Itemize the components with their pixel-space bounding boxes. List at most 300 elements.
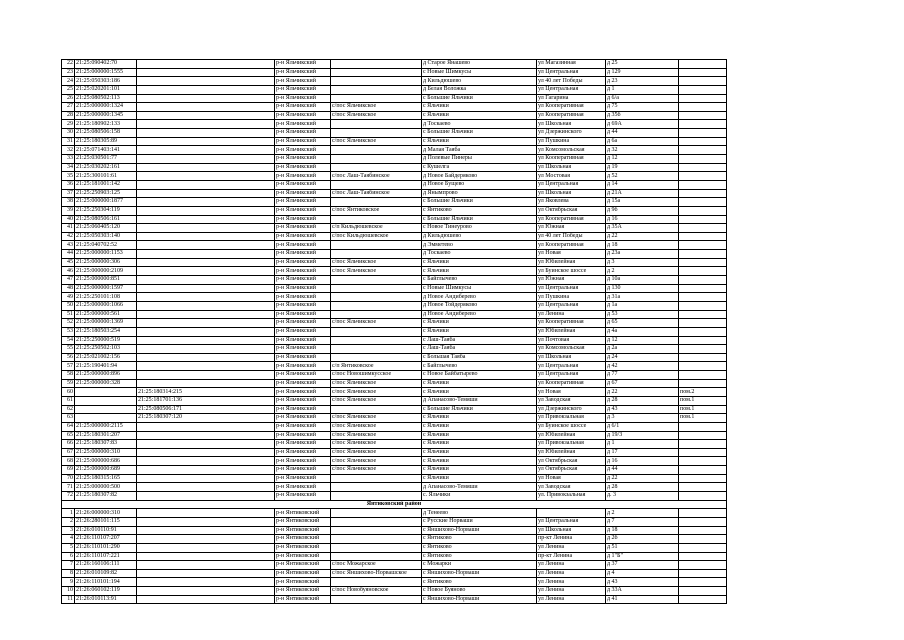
locality-cell: с Яльчики <box>422 327 537 336</box>
row-number-cell: 26 <box>62 94 75 103</box>
settlement-cell <box>331 293 422 302</box>
row-number-cell: 48 <box>62 284 75 293</box>
cadastral-number-cell: 21:25:020201:101 <box>75 85 137 94</box>
table-row <box>62 276 727 285</box>
street-cell: ул Дзержинского <box>537 405 606 414</box>
district-cell: р-н Яльчикский <box>275 180 331 189</box>
settlement-cell <box>331 578 422 587</box>
house-cell: д 22 <box>606 232 679 241</box>
house-cell: д 28 <box>606 483 679 492</box>
district-cell: р-н Янтиковский <box>275 517 331 526</box>
house-cell: д 129 <box>606 68 679 77</box>
row-number-cell: 30 <box>62 129 75 138</box>
district-cell: р-н Яльчикский <box>275 319 331 328</box>
district-cell: р-н Яльчикский <box>275 284 331 293</box>
locality-cell: д Белая Воложка <box>422 85 537 94</box>
table-row <box>62 483 727 492</box>
locality-cell: с Яльчики <box>422 111 537 120</box>
cadastral-number-cell: 21:25:180305:89 <box>75 137 137 146</box>
street-cell: ул Центральная <box>537 180 606 189</box>
district-cell: р-н Яльчикский <box>275 232 331 241</box>
house-cell: д 23а <box>606 250 679 259</box>
premise-cell <box>679 440 727 449</box>
table-row <box>62 466 727 475</box>
premise-cell <box>679 258 727 267</box>
premise-cell: пом.1 <box>679 414 727 423</box>
street-cell: ул Привокзальная <box>537 440 606 449</box>
settlement-cell <box>331 94 422 103</box>
premise-cadastral-number-cell <box>137 587 275 596</box>
table-row <box>62 250 727 259</box>
cadastral-number-cell: 21:26:110101:290 <box>75 543 137 552</box>
section-title: Янтиковский район <box>62 500 727 509</box>
locality-cell: с Яльчики <box>422 466 537 475</box>
table-row <box>62 492 727 501</box>
premise-cell <box>679 111 727 120</box>
district-cell: р-н Яльчикский <box>275 379 331 388</box>
table-row <box>62 60 727 69</box>
street-cell: ул Кооперативная <box>537 155 606 164</box>
street-cell: ул Комсомольская <box>537 146 606 155</box>
settlement-cell <box>331 474 422 483</box>
cadastral-number-cell: 21:25:180315:165 <box>75 474 137 483</box>
cadastral-number-cell: 21:25:030501:77 <box>75 155 137 164</box>
locality-cell: д Апанасово-Темяши <box>422 483 537 492</box>
cadastral-number-cell: 21:25:000000:1597 <box>75 284 137 293</box>
settlement-cell <box>331 345 422 354</box>
settlement-cell <box>331 336 422 345</box>
house-cell: д 4а <box>606 327 679 336</box>
premise-cell <box>679 569 727 578</box>
table-row <box>62 561 727 570</box>
table-row <box>62 474 727 483</box>
locality-cell: с Новые Шимкусы <box>422 68 537 77</box>
premise-cadastral-number-cell <box>137 345 275 354</box>
street-cell: ул Центральная <box>537 85 606 94</box>
premise-cadastral-number-cell <box>137 172 275 181</box>
house-cell: д 21А <box>606 189 679 198</box>
settlement-cell: с/пос Лаш-Таябинское <box>331 189 422 198</box>
street-cell: ул Центральная <box>537 517 606 526</box>
cadastral-number-cell <box>75 405 137 414</box>
row-number-cell: 29 <box>62 120 75 129</box>
table-row <box>62 371 727 380</box>
premise-cell <box>679 163 727 172</box>
street-cell: ул Центральная <box>537 362 606 371</box>
premise-cell <box>679 129 727 138</box>
premise-cadastral-number-cell <box>137 526 275 535</box>
cadastral-number-cell: 21:25:050303:140 <box>75 232 137 241</box>
district-cell: р-н Яльчикский <box>275 68 331 77</box>
house-cell: д 28 <box>606 396 679 405</box>
locality-cell: с Большие Яльчики <box>422 198 537 207</box>
table-row <box>62 422 727 431</box>
district-cell: р-н Яльчикский <box>275 198 331 207</box>
cadastral-number-cell: 21:25:040702:52 <box>75 241 137 250</box>
settlement-cell: с/пос Яльчикское <box>331 111 422 120</box>
district-cell: р-н Яльчикский <box>275 310 331 319</box>
premise-cell <box>679 466 727 475</box>
premise-cadastral-number-cell <box>137 336 275 345</box>
house-cell: д 44 <box>606 129 679 138</box>
row-number-cell: 58 <box>62 371 75 380</box>
table-row <box>62 327 727 336</box>
house-cell: д 16 <box>606 215 679 224</box>
row-number-cell: 28 <box>62 111 75 120</box>
premise-cell <box>679 595 727 604</box>
premise-cadastral-number-cell <box>137 578 275 587</box>
street-cell: ул Кооперативная <box>537 241 606 250</box>
premise-cadastral-number-cell <box>137 431 275 440</box>
street-cell: ул Почтовая <box>537 336 606 345</box>
premise-cadastral-number-cell <box>137 146 275 155</box>
house-cell: д 42 <box>606 362 679 371</box>
house-cell: д 24 <box>606 353 679 362</box>
locality-cell: д Тоскаево <box>422 120 537 129</box>
cadastral-number-cell: 21:25:080506:161 <box>75 215 137 224</box>
house-cell: д 33А <box>606 587 679 596</box>
house-cell: д 43 <box>606 405 679 414</box>
cadastral-number-cell: 21:25:000000:1555 <box>75 68 137 77</box>
premise-cadastral-number-cell <box>137 241 275 250</box>
row-number-cell: 6 <box>62 552 75 561</box>
cadastral-number-cell: 21:25:250101:108 <box>75 293 137 302</box>
house-cell: д 1а <box>606 301 679 310</box>
district-cell: р-н Яльчикский <box>275 241 331 250</box>
cadastral-number-cell: 21:25:000000:1877 <box>75 198 137 207</box>
row-number-cell: 36 <box>62 180 75 189</box>
settlement-cell <box>331 180 422 189</box>
cadastral-number-cell: 21:25:000000:851 <box>75 276 137 285</box>
row-number-cell: 60 <box>62 388 75 397</box>
settlement-cell <box>331 129 422 138</box>
district-cell: р-н Яльчикский <box>275 206 331 215</box>
settlement-cell <box>331 120 422 129</box>
settlement-cell: с/пос Можарское <box>331 561 422 570</box>
premise-cadastral-number-cell <box>137 466 275 475</box>
cadastral-number-cell: 21:25:000000:1066 <box>75 301 137 310</box>
premise-cadastral-number-cell <box>137 327 275 336</box>
table-row <box>62 535 727 544</box>
locality-cell: с Яльчики <box>422 267 537 276</box>
house-cell: д 77 <box>606 371 679 380</box>
district-cell: р-н Яльчикский <box>275 224 331 233</box>
table-row <box>62 129 727 138</box>
row-number-cell: 55 <box>62 345 75 354</box>
premise-cadastral-number-cell <box>137 85 275 94</box>
district-cell: р-н Яльчикский <box>275 327 331 336</box>
premise-cell <box>679 189 727 198</box>
house-cell: д 65 <box>606 319 679 328</box>
house-cell: д 19 <box>606 163 679 172</box>
street-cell: ул Ленина <box>537 587 606 596</box>
premise-cadastral-number-cell <box>137 422 275 431</box>
settlement-cell <box>331 284 422 293</box>
premise-cell <box>679 137 727 146</box>
row-number-cell: 35 <box>62 172 75 181</box>
street-cell: ул Центральная <box>537 301 606 310</box>
premise-cell <box>679 224 727 233</box>
locality-cell: д Тенеево <box>422 509 537 518</box>
row-number-cell: 3 <box>62 526 75 535</box>
row-number-cell: 61 <box>62 396 75 405</box>
street-cell: ул Заводская <box>537 483 606 492</box>
locality-cell: д Эмметево <box>422 241 537 250</box>
street-cell: ул 40 лет Победы <box>537 232 606 241</box>
settlement-cell <box>331 535 422 544</box>
table-row <box>62 137 727 146</box>
district-cell: р-н Янтиковский <box>275 595 331 604</box>
street-cell: ул Южная <box>537 276 606 285</box>
house-cell: д 14 <box>606 180 679 189</box>
locality-cell: с Янтиково <box>422 578 537 587</box>
row-number-cell: 27 <box>62 103 75 112</box>
cadastral-number-cell: 21:25:060405:120 <box>75 224 137 233</box>
house-cell: д 75 <box>606 103 679 112</box>
premise-cadastral-number-cell: 21:25:080506:171 <box>137 405 275 414</box>
premise-cell <box>679 336 727 345</box>
district-cell: р-н Яльчикский <box>275 258 331 267</box>
table-row <box>62 241 727 250</box>
house-cell: д 1"Б" <box>606 552 679 561</box>
locality-cell: с Можарки <box>422 561 537 570</box>
row-number-cell: 52 <box>62 319 75 328</box>
settlement-cell: с/пос Яльчикское <box>331 440 422 449</box>
district-cell: р-н Яльчикский <box>275 85 331 94</box>
row-number-cell: 4 <box>62 535 75 544</box>
street-cell: ул. Привокзальная <box>537 492 606 501</box>
premise-cadastral-number-cell <box>137 362 275 371</box>
premise-cadastral-number-cell <box>137 258 275 267</box>
street-cell: ул Ленина <box>537 543 606 552</box>
row-number-cell: 10 <box>62 587 75 596</box>
locality-cell: д Полевые Пинеры <box>422 155 537 164</box>
premise-cadastral-number-cell <box>137 77 275 86</box>
settlement-cell: с/пос Яльчикское <box>331 103 422 112</box>
table-row <box>62 198 727 207</box>
premise-cell: пом.1 <box>679 405 727 414</box>
locality-cell: с Янтиково <box>422 543 537 552</box>
premise-cell <box>679 198 727 207</box>
district-cell: р-н Янтиковский <box>275 552 331 561</box>
premise-cell: пом.2 <box>679 388 727 397</box>
table-row <box>62 180 727 189</box>
premise-cell <box>679 77 727 86</box>
premise-cadastral-number-cell <box>137 206 275 215</box>
premise-cadastral-number-cell <box>137 371 275 380</box>
settlement-cell: с/пос Лаш-Таябинское <box>331 172 422 181</box>
street-cell: ул Заводская <box>537 396 606 405</box>
premise-cadastral-number-cell <box>137 457 275 466</box>
district-cell: р-н Яльчикский <box>275 215 331 224</box>
table-row <box>62 284 727 293</box>
house-cell: д 23 <box>606 77 679 86</box>
street-cell: ул Октябрьская <box>537 206 606 215</box>
cadastral-number-cell: 21:25:000000:500 <box>75 483 137 492</box>
premise-cadastral-number-cell: 21:25:181701:136 <box>137 396 275 405</box>
table-row <box>62 509 727 518</box>
cadastral-number-cell: 21:25:250000:519 <box>75 336 137 345</box>
premise-cell <box>679 250 727 259</box>
locality-cell: с Янтиково <box>422 535 537 544</box>
street-cell: ул Новая <box>537 474 606 483</box>
row-number-cell: 69 <box>62 466 75 475</box>
settlement-cell: с/п Кильдюшевское <box>331 224 422 233</box>
cadastral-number-cell <box>75 396 137 405</box>
cadastral-number-cell: 21:25:000000:328 <box>75 379 137 388</box>
table-row <box>62 595 727 604</box>
cadastral-number-cell: 21:26:000000:310 <box>75 509 137 518</box>
district-cell: р-н Янтиковский <box>275 535 331 544</box>
table-row <box>62 345 727 354</box>
street-cell: ул Буинское шоссе <box>537 267 606 276</box>
cadastral-number-cell: 21:25:050303:186 <box>75 77 137 86</box>
table-row <box>62 353 727 362</box>
street-cell: ул Ленина <box>537 561 606 570</box>
premise-cell <box>679 301 727 310</box>
table-row <box>62 517 727 526</box>
street-cell: ул Магазинная <box>537 60 606 69</box>
premise-cadastral-number-cell <box>137 310 275 319</box>
premise-cell <box>679 206 727 215</box>
row-number-cell: 8 <box>62 569 75 578</box>
house-cell: д 67 <box>606 379 679 388</box>
settlement-cell <box>331 327 422 336</box>
cadastral-number-cell: 21:26:010110:91 <box>75 526 137 535</box>
premise-cell <box>679 120 727 129</box>
street-cell: ул Юбилейная <box>537 327 606 336</box>
district-cell: р-н Яльчикский <box>275 414 331 423</box>
premise-cell <box>679 267 727 276</box>
district-cell: р-н Яльчикский <box>275 250 331 259</box>
row-number-cell: 22 <box>62 60 75 69</box>
table-row <box>62 396 727 405</box>
premise-cell <box>679 310 727 319</box>
district-cell: р-н Яльчикский <box>275 111 331 120</box>
premise-cell <box>679 362 727 371</box>
table-row <box>62 552 727 561</box>
table-row <box>62 85 727 94</box>
cadastral-number-cell: 21:25:250903:125 <box>75 189 137 198</box>
house-cell: д 130 <box>606 284 679 293</box>
premise-cadastral-number-cell <box>137 111 275 120</box>
district-cell: р-н Яльчикский <box>275 388 331 397</box>
settlement-cell: с/пос Яльчикское <box>331 414 422 423</box>
premise-cell <box>679 180 727 189</box>
cadastral-number-cell: 21:26:110107:207 <box>75 535 137 544</box>
table-row <box>62 189 727 198</box>
row-number-cell: 72 <box>62 492 75 501</box>
locality-cell: с Яльчики <box>422 431 537 440</box>
locality-cell: с Янтиково <box>422 552 537 561</box>
row-number-cell: 65 <box>62 431 75 440</box>
locality-cell: д Новое Тойдеряково <box>422 301 537 310</box>
district-cell: р-н Яльчикский <box>275 146 331 155</box>
premise-cell <box>679 587 727 596</box>
settlement-cell <box>331 405 422 414</box>
premise-cell <box>679 85 727 94</box>
premise-cadastral-number-cell <box>137 543 275 552</box>
cadastral-number-cell: 21:25:090402:70 <box>75 60 137 69</box>
premise-cell <box>679 94 727 103</box>
street-cell: ул Кооперативная <box>537 103 606 112</box>
cadastral-number-cell: 21:25:000000:2109 <box>75 267 137 276</box>
table-row <box>62 163 727 172</box>
premise-cadastral-number-cell <box>137 250 275 259</box>
street-cell: ул Октябрьская <box>537 466 606 475</box>
settlement-cell <box>331 276 422 285</box>
district-cell: р-н Яльчикский <box>275 353 331 362</box>
premise-cadastral-number-cell <box>137 319 275 328</box>
house-cell: д 12 <box>606 336 679 345</box>
premise-cadastral-number-cell <box>137 267 275 276</box>
street-cell <box>537 509 606 518</box>
premise-cadastral-number-cell <box>137 60 275 69</box>
cadastral-number-cell: 21:25:190401:94 <box>75 362 137 371</box>
street-cell: ул Новая <box>537 250 606 259</box>
row-number-cell: 54 <box>62 336 75 345</box>
locality-cell: с Большие Яльчики <box>422 94 537 103</box>
premise-cadastral-number-cell <box>137 103 275 112</box>
cadastral-number-cell: 21:25:250502:103 <box>75 345 137 354</box>
street-cell: ул Яковлева <box>537 198 606 207</box>
street-cell: ул Юбилейная <box>537 431 606 440</box>
settlement-cell <box>331 543 422 552</box>
cadastral-number-cell: 21:25:000000:896 <box>75 371 137 380</box>
premise-cadastral-number-cell <box>137 509 275 518</box>
premise-cadastral-number-cell <box>137 180 275 189</box>
locality-cell: д Новое Андиберево <box>422 310 537 319</box>
premise-cadastral-number-cell <box>137 492 275 501</box>
row-number-cell: 44 <box>62 250 75 259</box>
locality-cell: с Яльчики <box>422 414 537 423</box>
locality-cell: с Яльчики <box>422 379 537 388</box>
district-cell: р-н Яльчикский <box>275 431 331 440</box>
settlement-cell <box>331 250 422 259</box>
settlement-cell: с/пос Новошимкусское <box>331 371 422 380</box>
row-number-cell: 68 <box>62 457 75 466</box>
house-cell: д 32 <box>606 146 679 155</box>
locality-cell: с Яншихово-Норваши <box>422 526 537 535</box>
district-cell: р-н Яльчикский <box>275 94 331 103</box>
house-cell: д 43 <box>606 578 679 587</box>
district-cell: р-н Яльчикский <box>275 77 331 86</box>
settlement-cell <box>331 595 422 604</box>
locality-cell: с Новое Байбатырево <box>422 371 537 380</box>
locality-cell: д Новое Бущево <box>422 180 537 189</box>
settlement-cell <box>331 198 422 207</box>
house-cell: д 51 <box>606 543 679 552</box>
table-row <box>62 94 727 103</box>
row-number-cell: 62 <box>62 405 75 414</box>
district-cell: р-н Янтиковский <box>275 587 331 596</box>
table-row <box>62 526 727 535</box>
house-cell: д 4 <box>606 569 679 578</box>
row-number-cell: 24 <box>62 77 75 86</box>
premise-cadastral-number-cell <box>137 224 275 233</box>
house-cell: д 69А <box>606 120 679 129</box>
settlement-cell: с/пос Яльчикское <box>331 379 422 388</box>
premise-cell: пом.1 <box>679 396 727 405</box>
house-cell: д. 3 <box>606 492 679 501</box>
settlement-cell <box>331 509 422 518</box>
house-cell: д 25 <box>606 60 679 69</box>
table-row <box>62 405 727 414</box>
locality-cell: с. Яльчики <box>422 492 537 501</box>
house-cell: д 31а <box>606 293 679 302</box>
table-row <box>62 155 727 164</box>
locality-cell: с Яльчики <box>422 388 537 397</box>
